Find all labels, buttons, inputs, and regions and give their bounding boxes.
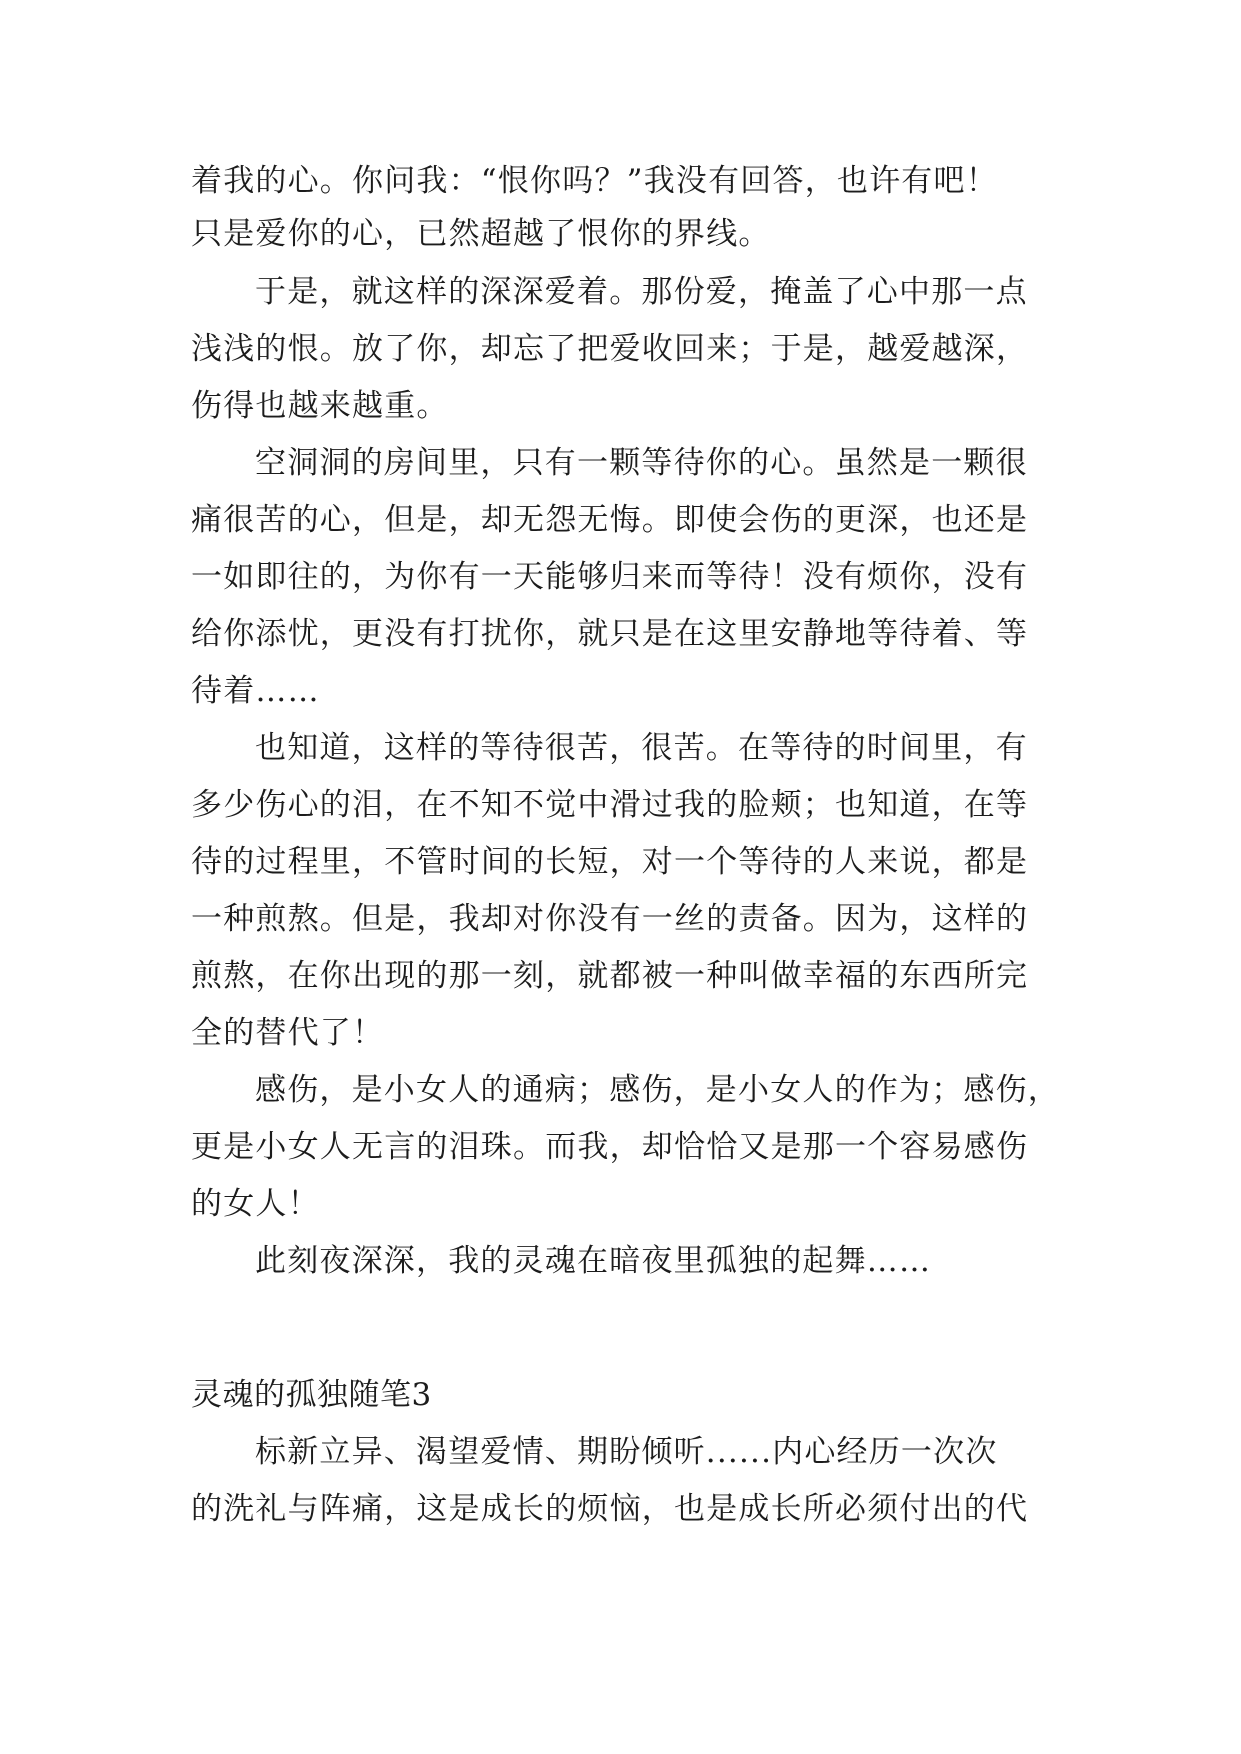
text-line: 待的过程里，不管时间的长短，对一个等待的人来说，都是 (191, 844, 1029, 880)
text-line: 待着…… (191, 673, 320, 709)
text-line: 痛很苦的心，但是，却无怨无悔。即使会伤的更深，也还是 (191, 502, 1029, 538)
paragraph-start-line: 感伤，是小女人的通病；感伤，是小女人的作为；感伤， (255, 1072, 1060, 1108)
text-line: 的女人！ (191, 1186, 320, 1222)
paragraph-start-line: 标新立异、渴望爱情、期盼倾听......内心经历一次次 (255, 1434, 998, 1470)
text-line: 一种煎熬。但是，我却对你没有一丝的责备。因为，这样的 (191, 901, 1029, 937)
text-line: 伤得也越来越重。 (191, 388, 449, 424)
section-title: 灵魂的孤独随笔3 (191, 1377, 432, 1413)
text-line: 全的替代了！ (191, 1015, 385, 1051)
text-line: 着我的心。你问我：“恨你吗？”我没有回答，也许有吧！ (191, 163, 998, 199)
text-line: 煎熬，在你出现的那一刻，就都被一种叫做幸福的东西所完 (191, 958, 1029, 994)
paragraph-start-line: 也知道，这样的等待很苦，很苦。在等待的时间里，有 (255, 730, 1028, 766)
paragraph-start-line: 空洞洞的房间里，只有一颗等待你的心。虽然是一颗很 (255, 445, 1028, 481)
text-line: 的洗礼与阵痛，这是成长的烦恼，也是成长所必须付出的代 (191, 1491, 1029, 1527)
text-line: 一如即往的，为你有一天能够归来而等待！没有烦你，没有 (191, 559, 1029, 595)
text-line: 多少伤心的泪，在不知不觉中滑过我的脸颊；也知道，在等 (191, 787, 1029, 823)
text-line: 浅浅的恨。放了你，却忘了把爱收回来；于是，越爱越深， (191, 331, 1029, 367)
text-line: 只是爱你的心，已然超越了恨你的界线。 (191, 216, 771, 252)
paragraph-start-line: 此刻夜深深，我的灵魂在暗夜里孤独的起舞…… (255, 1243, 932, 1279)
text-line: 给你添忧，更没有打扰你，就只是在这里安静地等待着、等 (191, 616, 1029, 652)
text-line: 更是小女人无言的泪珠。而我，却恰恰又是那一个容易感伤 (191, 1129, 1029, 1165)
paragraph-start-line: 于是，就这样的深深爱着。那份爱，掩盖了心中那一点 (255, 274, 1028, 310)
